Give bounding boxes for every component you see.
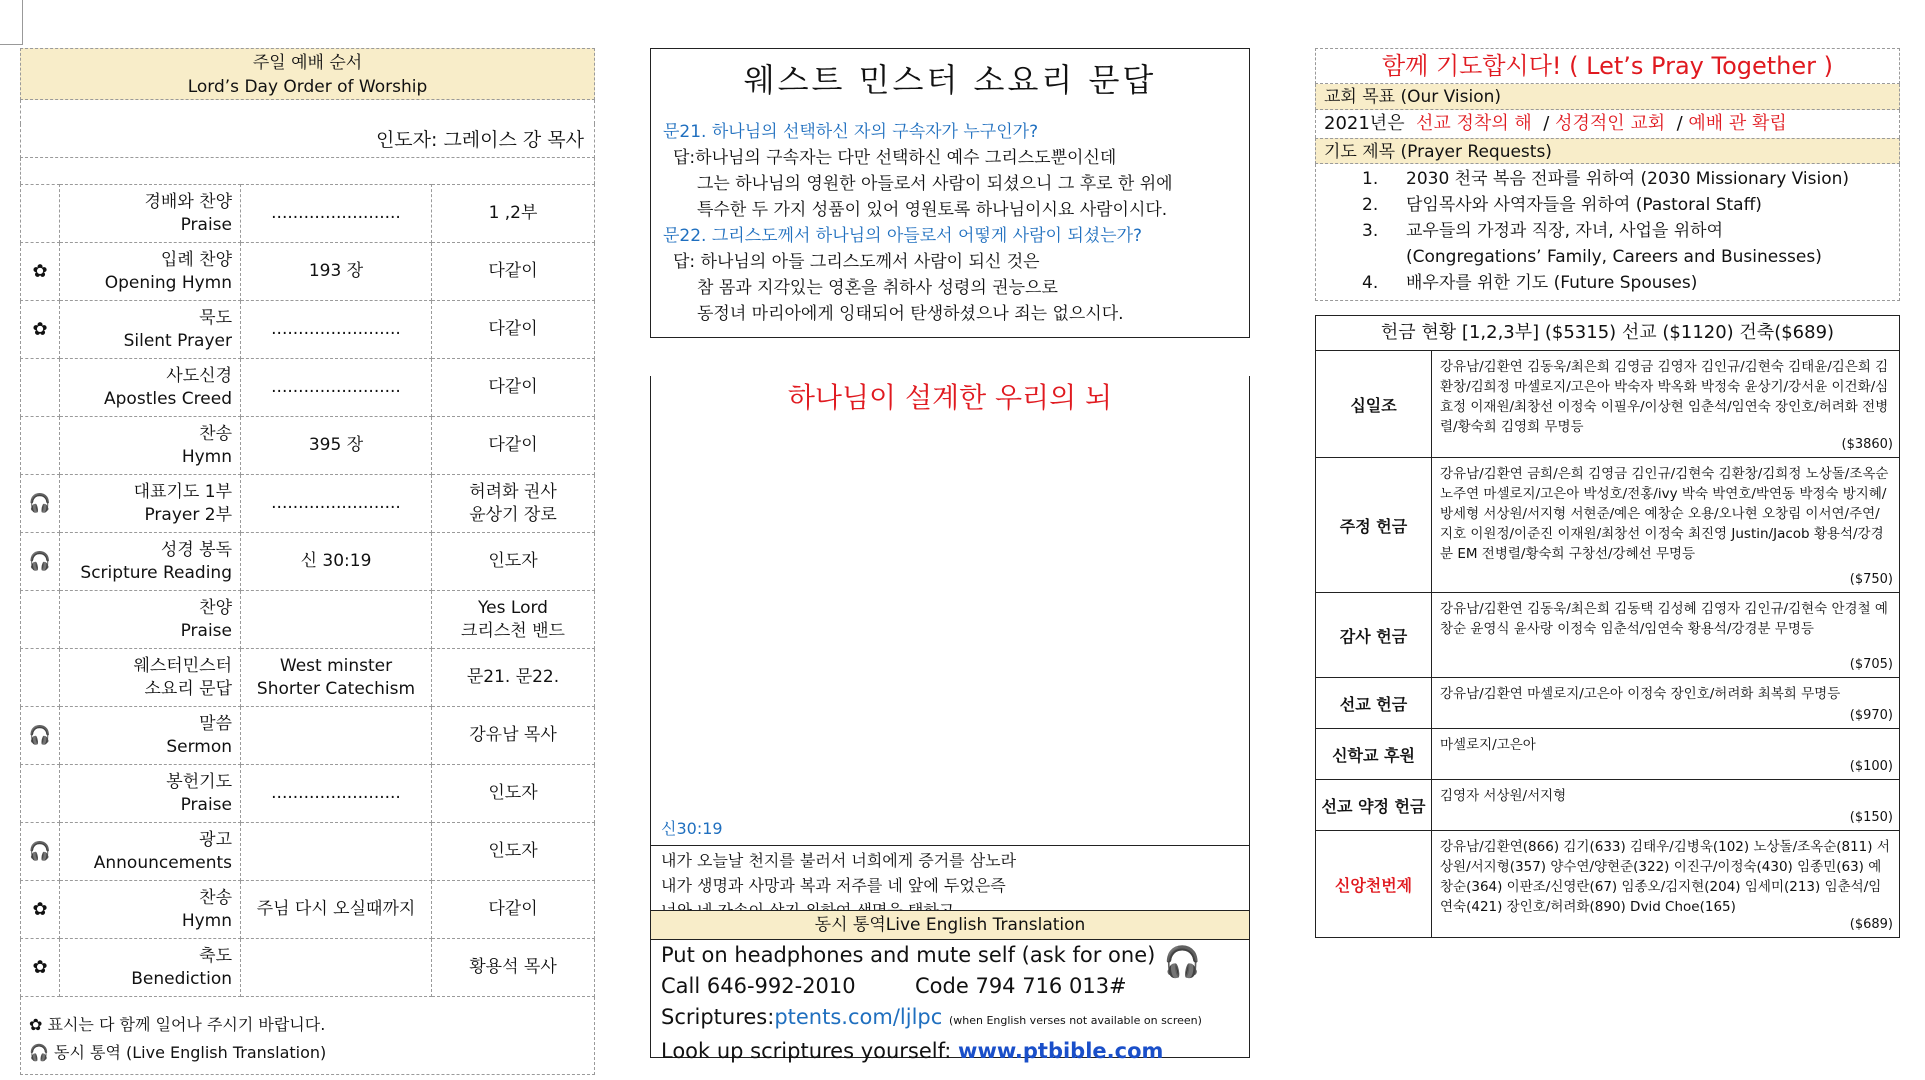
prayer-item (1316, 218, 1899, 244)
empty-mark (21, 359, 60, 417)
vision-year: 2021년은 (1324, 113, 1405, 134)
answer-21-line2: 그는 하나님의 영원한 아들로서 사람이 되셨으니 그 후로 한 위에 (697, 174, 1173, 194)
order-leader-1: 강유남 목사 (469, 725, 557, 745)
offering-label: 감사 헌금 (1316, 593, 1432, 677)
order-leader-1: 허려화 권사 (469, 481, 557, 502)
ptbible-link[interactable]: www.ptbible.com (958, 1039, 1164, 1063)
order-leader-2: 윤상기 장로 (469, 504, 557, 525)
order-row (21, 881, 595, 939)
order-item-ko: 경배와 찬양 (144, 191, 232, 212)
page-corner-mark (0, 0, 23, 45)
prayer-requests-header: 기도 제목 (Prayer Requests) (1315, 138, 1900, 164)
offering-donors: 강유남/김환연(866) 김기(633) 김태우/김병욱(102) 노상돌/조옥순(811) 서상원/서지형(357) 양수연/양현준(322) 이진구/이정숙(430) 임종민(63) 예창순(364) 이판조/신영란(67) 임종오/김지현(204) 임세미(213) 임춘석/임연숙(421) 장인호/허려화(890) Dvid Choe(165) (1440, 839, 1890, 915)
prayer-item (1316, 192, 1899, 218)
order-item-detail (241, 823, 432, 881)
order-item-detail: 193 장 (241, 243, 432, 301)
offering-table (1315, 315, 1900, 938)
order-item-ko: 대표기도 1부 (133, 481, 232, 502)
verse-reference: 신30:19 (661, 819, 723, 838)
order-item-ko: 봉헌기도 (166, 771, 232, 792)
offering-names (1432, 831, 1899, 937)
offering-label: 십일조 (1316, 351, 1432, 457)
order-leader-1: 인도자 (488, 841, 538, 861)
leader-line: 인도자: 그레이스 강 목사 (20, 124, 595, 158)
order-leader-1: 다같이 (488, 319, 538, 339)
prayer-number: 1. (1362, 169, 1379, 189)
order-row (21, 185, 595, 243)
offering-names (1432, 458, 1899, 592)
order-item-en: 소요리 문답 (144, 678, 232, 699)
order-item-detail (241, 591, 432, 649)
order-item-ko: 말씀 (199, 713, 232, 734)
offering-row (1316, 831, 1899, 937)
order-item-detail (241, 939, 432, 997)
order-item-ko: 광고 (199, 829, 232, 850)
order-item-leader (432, 475, 595, 533)
prayer-list (1315, 164, 1900, 301)
order-row (21, 939, 595, 997)
order-item-leader (432, 707, 595, 765)
order-header (20, 48, 595, 100)
offering-row (1316, 458, 1899, 593)
translation-line2 (651, 971, 1249, 1002)
order-leader-1: Yes Lord (478, 597, 548, 618)
order-item-leader (432, 649, 595, 707)
prayer-number: 4. (1362, 273, 1379, 293)
order-spacer (20, 100, 595, 124)
answer-21-line1: 답:하나님의 구속자는 다만 선택하신 예수 그리스도뿐이신데 (673, 148, 1117, 168)
offering-amount: ($3860) (1841, 437, 1893, 452)
offering-names (1432, 780, 1899, 830)
prayer-item (1316, 244, 1899, 270)
headphones-icon: 🎧 (1163, 945, 1201, 980)
order-item-leader (432, 765, 595, 823)
order-item-en: Praise (180, 794, 232, 815)
order-item-name (60, 475, 241, 533)
offering-label: 신앙천번제 (1316, 831, 1432, 937)
order-row (21, 765, 595, 823)
prayer-text: 2030 천국 복음 전파를 위하여 (2030 Missionary Vision) (1406, 169, 1850, 189)
scriptures-note: (when English verses not available on screen) (948, 1014, 1202, 1027)
order-item-leader (432, 533, 595, 591)
order-item-name (60, 591, 241, 649)
prayer-panel (1315, 48, 1900, 938)
answer-22-line1: 답: 하나님의 아들 그리스도께서 사람이 되신 것은 (673, 252, 1040, 272)
offering-names (1432, 729, 1899, 779)
order-item-en: Benediction (131, 968, 232, 989)
order-row (21, 533, 595, 591)
offering-label: 선교 헌금 (1316, 678, 1432, 728)
order-leader-1: 1 ,2부 (488, 203, 538, 223)
offering-summary: 헌금 현황 [1,2,3부] ($5315) 선교 ($1120) 건축($689) (1316, 316, 1899, 351)
offering-row (1316, 729, 1899, 780)
offering-names (1432, 351, 1899, 457)
order-item-en: Opening Hymn (104, 272, 232, 293)
prayer-text: 담임목사와 사역자들을 위하여 (Pastoral Staff) (1406, 195, 1762, 215)
order-item-name (60, 185, 241, 243)
order-item-detail: ........................ (241, 359, 432, 417)
order-item-en: Scripture Reading (80, 562, 232, 583)
vision-header: 교회 목표 (Our Vision) (1315, 84, 1900, 110)
order-item-en: Prayer 2부 (144, 504, 232, 525)
order-item-leader (432, 243, 595, 301)
vision-row: 2021년은 선교 정착의 해 / 성경적인 교회 / 예배 관 확립 (1315, 110, 1900, 138)
order-leader-1: 황용석 목사 (469, 957, 557, 977)
order-item-leader (432, 301, 595, 359)
empty-mark (21, 591, 60, 649)
empty-mark (21, 185, 60, 243)
order-item-name (60, 301, 241, 359)
order-item-en: Hymn (181, 446, 232, 467)
order-item-name (60, 823, 241, 881)
order-item-name (60, 881, 241, 939)
order-leader-1: 다같이 (488, 435, 538, 455)
offering-donors: 강유남/김환연 금희/은희 김영금 김인규/김현숙 김환창/김희정 노상돌/조옥순 노주연 마셀로지/고은아 박성호/전홍/ivy 박숙 박연호/박연동 박정숙 방지혜/방세형 서상원/서지형 서현준/예은 예창순 오용/오나현 오창림 이서연/주연/지호 이원정/이준진 이재원/최창선 이정숙 최진영 Justin/Jacob 황용석/강경분 EM 전병렬/황숙희 구창선/강혜선 무명등 (1440, 466, 1889, 562)
order-gap (20, 158, 595, 184)
order-item-name (60, 243, 241, 301)
order-item-name (60, 417, 241, 475)
legend-translation: 🎧 동시 통역 (Live English Translation) (29, 1043, 327, 1062)
legend-stand: ✿ 표시는 다 함께 일어나 주시기 바랍니다. (29, 1015, 326, 1034)
order-item-ko: 묵도 (199, 307, 232, 328)
empty-mark (21, 649, 60, 707)
catechism-title: 웨스트 민스터 소요리 문답 (743, 61, 1157, 99)
answer-22-line2: 참 몸과 지각있는 영혼을 취하사 성령의 권능으로 (697, 278, 1058, 298)
order-row (21, 591, 595, 649)
order-header-en: Lord’s Day Order of Worship (187, 77, 428, 97)
order-table (20, 184, 595, 997)
order-item-name (60, 707, 241, 765)
order-item-detail: West minster Shorter Catechism (241, 649, 432, 707)
vision-item-3: 예배 관 확립 (1688, 113, 1787, 134)
order-item-en: Sermon (166, 736, 232, 757)
order-item-ko: 축도 (199, 945, 232, 966)
question-22: 문22. 그리스도께서 하나님의 아들로서 어떻게 사람이 되셨는가? (663, 226, 1143, 246)
order-item-en: Apostles Creed (104, 388, 232, 409)
order-row (21, 475, 595, 533)
offering-names (1432, 678, 1899, 728)
order-row (21, 243, 595, 301)
catechism-panel (650, 48, 1250, 1063)
order-row (21, 707, 595, 765)
offering-row (1316, 678, 1899, 729)
order-item-leader (432, 417, 595, 475)
offering-amount: ($100) (1849, 759, 1893, 774)
order-item-en: Hymn (181, 910, 232, 931)
order-header-ko: 주일 예배 순서 (252, 53, 363, 73)
offering-label: 신학교 후원 (1316, 729, 1432, 779)
order-item-leader (432, 185, 595, 243)
order-item-ko: 찬양 (199, 597, 232, 618)
offering-names (1432, 593, 1899, 677)
order-item-name (60, 533, 241, 591)
order-item-name (60, 939, 241, 997)
scriptures-link[interactable]: ptents.com/ljlpc (774, 1005, 943, 1029)
order-item-leader (432, 591, 595, 649)
sermon-title: 하나님이 설계한 우리의 뇌 (787, 381, 1113, 414)
offering-donors: 김영자 서상원/서지형 (1440, 788, 1567, 804)
offering-amount: ($705) (1849, 657, 1893, 672)
offering-amount: ($970) (1849, 708, 1893, 723)
prayer-text: 배우자를 위한 기도 (Future Spouses) (1406, 273, 1698, 293)
order-item-leader (432, 359, 595, 417)
order-leader-1: 인도자 (488, 783, 538, 803)
stand-flower-icon: ✿ (21, 301, 60, 359)
offering-amount: ($689) (1849, 917, 1893, 932)
scriptures-label: Scriptures: (661, 1005, 775, 1029)
order-item-name (60, 765, 241, 823)
order-item-detail: ........................ (241, 185, 432, 243)
offering-row (1316, 351, 1899, 458)
prayer-number: 2. (1362, 195, 1379, 215)
vision-item-2: 성경적인 교회 (1555, 113, 1666, 134)
pray-together-title: 함께 기도합시다! ( Let’s Pray Together ) (1315, 48, 1900, 84)
order-item-leader (432, 939, 595, 997)
translation-line4 (651, 1036, 1249, 1067)
stand-flower-icon: ✿ (21, 881, 60, 939)
order-item-leader (432, 881, 595, 939)
question-21: 문21. 하나님의 선택하신 자의 구속자가 누구인가? (663, 122, 1039, 142)
order-item-en: Silent Prayer (123, 330, 232, 351)
order-item-ko: 찬송 (199, 887, 232, 908)
order-item-detail: ........................ (241, 765, 432, 823)
offering-donors: 강유남/김환연 김동욱/최은희 김영금 김영자 김인규/김현숙 김태윤/김은희 김환창/김희정 마셀로지/고은아 박숙자 박옥화 박정숙 윤상기/강서윤 이건화/심효정 이재원/최창선 이정숙 이필우/이상현 임춘석/임연숙 장인호/허려화 전병렬/황숙희 김영희 무명등 (1440, 359, 1889, 435)
prayer-text: 교우들의 가정과 직장, 자녀, 사업을 위하여 (1406, 221, 1724, 241)
headphones-icon: 🎧 (21, 707, 60, 765)
order-leader-2: 크리스천 밴드 (461, 620, 565, 641)
empty-mark (21, 417, 60, 475)
headphones-icon: 🎧 (21, 533, 60, 591)
order-item-detail: 주님 다시 오실때까지 (241, 881, 432, 939)
order-item-detail: 395 장 (241, 417, 432, 475)
offering-amount: ($750) (1849, 572, 1893, 587)
translation-line3 (651, 1002, 1249, 1036)
translation-line1: Put on headphones and mute self (ask for one) (661, 943, 1156, 967)
empty-mark (21, 765, 60, 823)
order-item-ko: 사도신경 (166, 365, 232, 386)
order-row (21, 649, 595, 707)
order-row (21, 359, 595, 417)
offering-donors: 강유남/김환연 마셀로지/고은아 이정숙 장인호/허려화 최복희 무명등 (1440, 686, 1841, 702)
order-item-detail: ........................ (241, 301, 432, 359)
verse-line1: 내가 오늘날 천지를 불러서 너희에게 증거를 삼노라 (661, 851, 1017, 870)
lookup-label: Look up scriptures yourself: (661, 1039, 952, 1063)
order-leader-1: 인도자 (488, 551, 538, 571)
order-item-ko: 성경 봉독 (160, 539, 232, 560)
answer-21-line3: 특수한 두 가지 성품이 있어 영원토록 하나님이시요 사람이시다. (697, 200, 1168, 220)
order-item-detail: ........................ (241, 475, 432, 533)
order-leader-1: 다같이 (488, 377, 538, 397)
offering-label: 선교 약정 헌금 (1316, 780, 1432, 830)
order-item-ko: 웨스터민스터 (133, 655, 232, 676)
order-item-en: Praise (180, 214, 232, 235)
offering-donors: 강유남/김환연 김동욱/최은희 김동택 김성혜 김영자 김인규/김현숙 안경철 예창순 윤영식 윤사랑 이정숙 임춘석/임연숙 황용석/강경분 무명등 (1440, 601, 1888, 637)
prayer-item (1316, 166, 1899, 192)
order-item-ko: 찬송 (199, 423, 232, 444)
offering-row (1316, 780, 1899, 831)
order-item-name (60, 359, 241, 417)
call-code: Code 794 716 013# (915, 974, 1127, 998)
offering-label: 주정 헌금 (1316, 458, 1432, 592)
order-item-name (60, 649, 241, 707)
order-row (21, 301, 595, 359)
translation-header: 동시 통역Live English Translation (651, 911, 1249, 940)
order-item-leader (432, 823, 595, 881)
prayer-text: (Congregations’ Family, Careers and Businesses) (1406, 247, 1822, 267)
call-number: Call 646-992-2010 (661, 974, 856, 998)
headphones-icon: 🎧 (21, 823, 60, 881)
order-item-en: Praise (180, 620, 232, 641)
order-row (21, 823, 595, 881)
verse-line2: 내가 생명과 사망과 복과 저주를 네 앞에 두었은즉 (661, 876, 1006, 895)
vision-item-1: 선교 정착의 해 (1416, 113, 1532, 134)
order-leader-1: 다같이 (488, 261, 538, 281)
order-item-detail (241, 707, 432, 765)
offering-row (1316, 593, 1899, 678)
order-item-ko: 입례 찬양 (160, 249, 232, 270)
catechism-box (650, 48, 1250, 338)
stand-flower-icon: ✿ (21, 243, 60, 301)
order-of-worship-panel (20, 48, 595, 1075)
offering-donors: 마셀로지/고은아 (1440, 737, 1536, 753)
prayer-item (1316, 270, 1899, 296)
headphones-icon: 🎧 (21, 475, 60, 533)
order-legend (20, 997, 595, 1075)
order-row (21, 417, 595, 475)
translation-box (650, 910, 1250, 1063)
prayer-number: 3. (1362, 221, 1379, 241)
sermon-box (650, 376, 1250, 846)
answer-22-line3: 동정녀 마리아에게 잉태되어 탄생하셨으나 죄는 없으시다. (697, 304, 1124, 324)
stand-flower-icon: ✿ (21, 939, 60, 997)
order-leader-1: 다같이 (488, 899, 538, 919)
order-item-en: Announcements (93, 852, 232, 873)
offering-amount: ($150) (1849, 810, 1893, 825)
order-leader-1: 문21. 문22. (466, 667, 560, 687)
order-item-detail: 신 30:19 (241, 533, 432, 591)
